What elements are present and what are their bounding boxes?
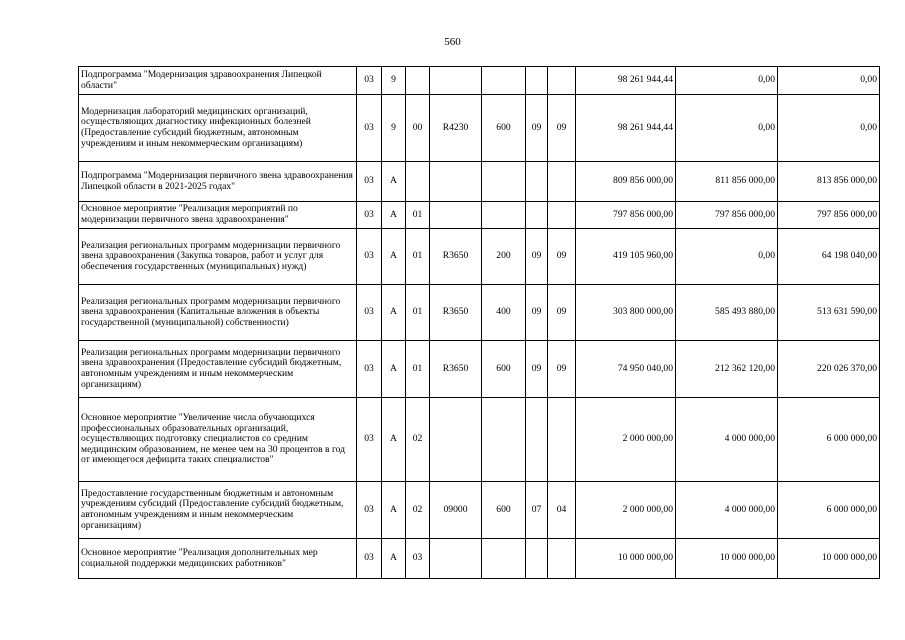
amount-year-1: 10 000 000,00 <box>576 539 676 579</box>
row-description: Основное мероприятие "Реализация дополнительных мер социальной поддержки медицинских работников" <box>79 539 357 579</box>
table-row <box>79 341 880 398</box>
code-direction <box>430 67 482 95</box>
table-row <box>79 229 880 285</box>
table-row <box>79 95 880 162</box>
amount-year-1: 797 856 000,00 <box>576 202 676 229</box>
code-section <box>526 67 548 95</box>
code-subprogram: А <box>382 202 406 229</box>
code-expense-type <box>482 398 526 482</box>
code-expense-type <box>482 202 526 229</box>
code-subsection <box>548 202 576 229</box>
code-subprogram: А <box>382 398 406 482</box>
row-description: Реализация региональных программ модернизации первичного звена здравоохранения (Предоставление субсидий бюджетным, автономным учреждениям и иным некоммерческим организациям) <box>79 341 357 398</box>
code-program: 03 <box>357 539 382 579</box>
amount-year-1: 809 856 000,00 <box>576 162 676 202</box>
code-subprogram: 9 <box>382 95 406 162</box>
row-description: Основное мероприятие "Реализация мероприятий по модернизации первичного звена здравоохранения" <box>79 202 357 229</box>
table-row <box>79 202 880 229</box>
code-subsection <box>548 539 576 579</box>
code-section <box>526 398 548 482</box>
code-direction <box>430 202 482 229</box>
code-subsection <box>548 162 576 202</box>
page-number: 560 <box>444 36 461 48</box>
code-measure: 01 <box>406 202 430 229</box>
code-direction <box>430 162 482 202</box>
code-expense-type: 600 <box>482 482 526 539</box>
code-direction: R4230 <box>430 95 482 162</box>
code-measure: 01 <box>406 285 430 341</box>
code-section <box>526 162 548 202</box>
code-subsection <box>548 398 576 482</box>
amount-year-2: 4 000 000,00 <box>676 482 778 539</box>
code-subprogram: А <box>382 285 406 341</box>
row-description: Реализация региональных программ модернизации первичного звена здравоохранения (Закупка товаров, работ и услуг для обеспечения государственных (муниципальных) нужд) <box>79 229 357 285</box>
code-program: 03 <box>357 398 382 482</box>
code-section: 09 <box>526 341 548 398</box>
code-program: 03 <box>357 95 382 162</box>
code-measure: 02 <box>406 482 430 539</box>
amount-year-3: 10 000 000,00 <box>778 539 880 579</box>
amount-year-2: 0,00 <box>676 67 778 95</box>
code-subprogram: А <box>382 539 406 579</box>
amount-year-1: 303 800 000,00 <box>576 285 676 341</box>
code-expense-type <box>482 67 526 95</box>
code-subsection: 09 <box>548 285 576 341</box>
code-program: 03 <box>357 285 382 341</box>
code-expense-type <box>482 162 526 202</box>
row-description: Подпрограмма "Модернизация первичного звена здравоохранения Липецкой области в 2021-2025 годах" <box>79 162 357 202</box>
code-measure: 03 <box>406 539 430 579</box>
amount-year-2: 0,00 <box>676 95 778 162</box>
code-subprogram: А <box>382 341 406 398</box>
amount-year-3: 797 856 000,00 <box>778 202 880 229</box>
row-description: Основное мероприятие "Увеличение числа обучающихся профессиональных образовательных организаций, осуществляющих подготовку специалистов со средним медицинским образованием, не менее чем на 30 процентов в год от имеющегося дефицита таких специалистов" <box>79 398 357 482</box>
table-body <box>79 67 880 579</box>
code-subprogram: 9 <box>382 67 406 95</box>
row-description: Реализация региональных программ модернизации первичного звена здравоохранения (Капитальные вложения в объекты государственной (муниципальной) собственности) <box>79 285 357 341</box>
amount-year-2: 0,00 <box>676 229 778 285</box>
code-program: 03 <box>357 162 382 202</box>
amount-year-1: 419 105 960,00 <box>576 229 676 285</box>
code-direction: R3650 <box>430 229 482 285</box>
code-expense-type: 600 <box>482 95 526 162</box>
code-program: 03 <box>357 341 382 398</box>
row-description: Предоставление государственным бюджетным и автономным учреждениям субсидий (Предоставление субсидий бюджетным, автономным учреждениям и иным некоммерческим организациям) <box>79 482 357 539</box>
amount-year-1: 98 261 944,44 <box>576 67 676 95</box>
amount-year-1: 98 261 944,44 <box>576 95 676 162</box>
amount-year-2: 797 856 000,00 <box>676 202 778 229</box>
amount-year-1: 2 000 000,00 <box>576 398 676 482</box>
code-section: 09 <box>526 229 548 285</box>
code-measure: 01 <box>406 229 430 285</box>
amount-year-3: 513 631 590,00 <box>778 285 880 341</box>
code-measure: 02 <box>406 398 430 482</box>
code-direction <box>430 539 482 579</box>
amount-year-2: 212 362 120,00 <box>676 341 778 398</box>
code-expense-type: 400 <box>482 285 526 341</box>
code-section: 07 <box>526 482 548 539</box>
amount-year-3: 6 000 000,00 <box>778 398 880 482</box>
amount-year-2: 10 000 000,00 <box>676 539 778 579</box>
amount-year-3: 220 026 370,00 <box>778 341 880 398</box>
row-description: Модернизация лабораторий медицинских организаций, осуществляющих диагностику инфекционных болезней (Предоставление субсидий бюджетным, автономным учреждениям и иным некоммерческим организациям) <box>79 95 357 162</box>
table-row <box>79 482 880 539</box>
code-direction: 09000 <box>430 482 482 539</box>
amount-year-3: 6 000 000,00 <box>778 482 880 539</box>
code-program: 03 <box>357 482 382 539</box>
amount-year-3: 0,00 <box>778 67 880 95</box>
code-section: 09 <box>526 285 548 341</box>
table-row <box>79 539 880 579</box>
code-program: 03 <box>357 202 382 229</box>
code-subsection: 09 <box>548 229 576 285</box>
code-measure <box>406 162 430 202</box>
code-expense-type <box>482 539 526 579</box>
code-expense-type: 600 <box>482 341 526 398</box>
code-program: 03 <box>357 229 382 285</box>
code-subprogram: А <box>382 162 406 202</box>
code-section <box>526 202 548 229</box>
code-subprogram: А <box>382 482 406 539</box>
code-subsection: 09 <box>548 95 576 162</box>
table-row <box>79 162 880 202</box>
row-description: Подпрограмма "Модернизация здравоохранения Липецкой области" <box>79 67 357 95</box>
amount-year-3: 64 198 040,00 <box>778 229 880 285</box>
amount-year-2: 811 856 000,00 <box>676 162 778 202</box>
code-section <box>526 539 548 579</box>
table-row <box>79 285 880 341</box>
code-direction: R3650 <box>430 341 482 398</box>
code-subsection: 09 <box>548 341 576 398</box>
table-row <box>79 398 880 482</box>
code-subsection: 04 <box>548 482 576 539</box>
code-expense-type: 200 <box>482 229 526 285</box>
code-subsection <box>548 67 576 95</box>
code-direction: R3650 <box>430 285 482 341</box>
budget-table <box>78 66 880 579</box>
code-program: 03 <box>357 67 382 95</box>
amount-year-3: 0,00 <box>778 95 880 162</box>
code-subprogram: А <box>382 229 406 285</box>
code-measure: 00 <box>406 95 430 162</box>
table-row <box>79 67 880 95</box>
amount-year-3: 813 856 000,00 <box>778 162 880 202</box>
code-section: 09 <box>526 95 548 162</box>
code-direction <box>430 398 482 482</box>
code-measure: 01 <box>406 341 430 398</box>
amount-year-2: 585 493 880,00 <box>676 285 778 341</box>
code-measure <box>406 67 430 95</box>
amount-year-1: 2 000 000,00 <box>576 482 676 539</box>
amount-year-2: 4 000 000,00 <box>676 398 778 482</box>
amount-year-1: 74 950 040,00 <box>576 341 676 398</box>
